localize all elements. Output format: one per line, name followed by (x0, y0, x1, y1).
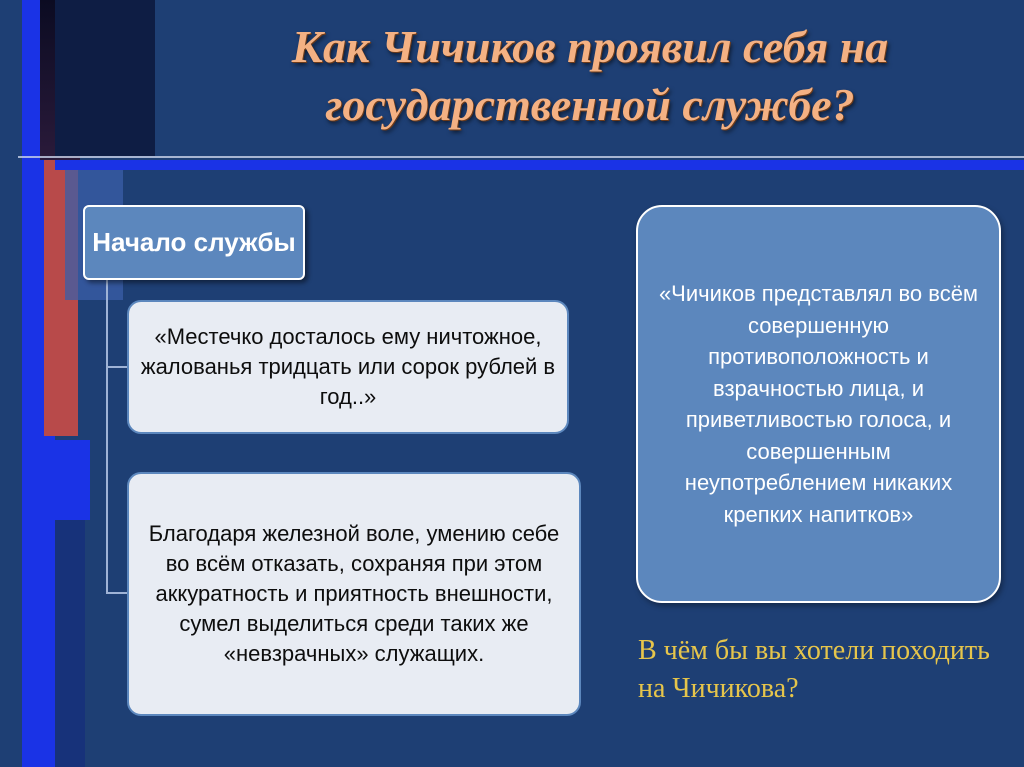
contrast-quote-box (636, 205, 1001, 603)
will-quote-box (127, 472, 581, 716)
page-title: Как Чичиков проявил себя на государственной службе? (291, 21, 889, 130)
salary-quote-text: «Местечко досталось ему ничтожное, жалованья тридцать или сорок рублей в год..» (140, 324, 556, 409)
decor-top-dark-strip (55, 0, 155, 156)
decor-horizontal-band (55, 160, 1024, 170)
decor-lower-left-strip (55, 520, 85, 767)
connector-to-salary (106, 366, 128, 368)
service-start-box (83, 205, 305, 280)
connector-to-will (106, 592, 128, 594)
decor-lower-blue-block (40, 440, 90, 520)
decor-horizontal-line (18, 156, 1024, 158)
discussion-question: В чём бы вы хотели походить на Чичикова? (638, 635, 990, 704)
service-start-label: Начало службы (92, 227, 296, 257)
contrast-quote-text: «Чичиков представлял во всём совершенную противоположность и взрачностью лица, и приветливостью голоса, и совершенным неупотреблением никаких крепких напитков» (658, 281, 979, 527)
salary-quote-box (127, 300, 569, 434)
will-quote-text: Благодаря железной воле, умению себе во всём отказать, сохраняя при этом аккуратность и приятность внешности, сумел выделиться среди таких же «невзрачных» служащих. (148, 521, 560, 666)
connector-vertical (106, 280, 108, 593)
